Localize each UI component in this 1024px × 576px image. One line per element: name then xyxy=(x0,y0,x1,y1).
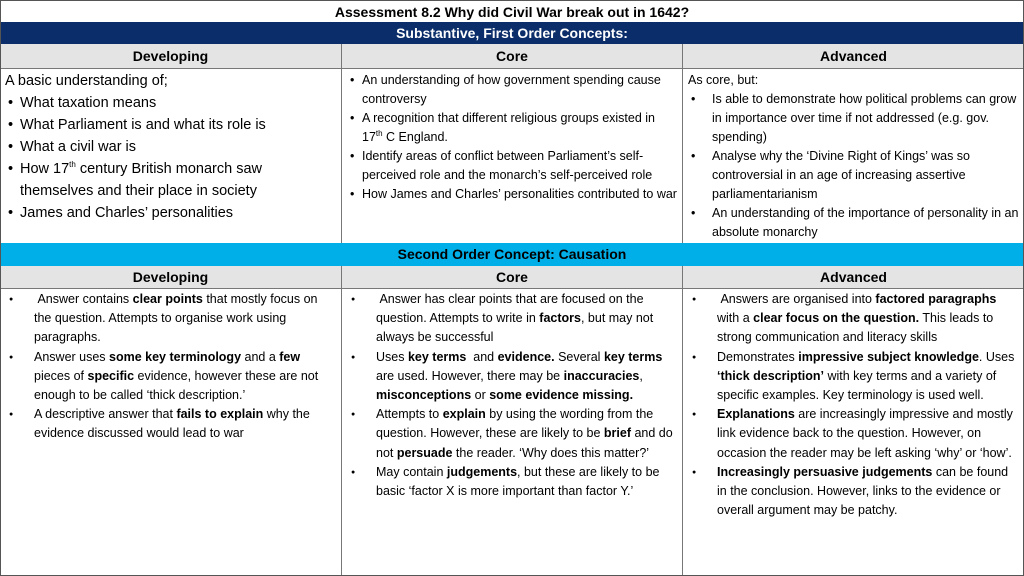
list-item: ● Explanations are increasingly impressive and mostly link evidence back to the question. However, on occasion the reader may be left asking ‘why’ or ‘how’. xyxy=(688,405,1020,463)
list-item: ● Answer uses some key terminology and a few pieces of specific evidence, however these are not enough to be called ‘thick description.’ xyxy=(5,348,337,406)
advanced-list xyxy=(688,90,1020,242)
list-item: • What Parliament is and what its role is xyxy=(5,114,337,136)
section2-developing-cell xyxy=(0,289,342,576)
section2-banner: Second Order Concept: Causation xyxy=(0,243,1024,266)
list-item: ● Attempts to explain by using the wording from the question. However, these are likely to be brief and do not persuade the reader. ‘Why does this matter?’ xyxy=(347,405,678,463)
section2-header-developing: Developing xyxy=(0,266,342,288)
list-item: ● Answer contains clear points that mostly focus on the question. Attempts to organise work using paragraphs. xyxy=(5,290,337,348)
page-title: Assessment 8.2 Why did Civil War break out in 1642? xyxy=(0,0,1024,22)
list-item: • James and Charles’ personalities xyxy=(5,202,337,224)
list-item: • How 17th century British monarch saw themselves and their place in society xyxy=(5,158,337,202)
section2-header-row xyxy=(0,266,1024,288)
section1-developing-cell xyxy=(0,69,342,243)
section1-header-row xyxy=(0,44,1024,68)
section2-header-advanced: Advanced xyxy=(820,269,887,285)
section2-advanced-cell xyxy=(683,289,1024,576)
list-item: • An understanding of the importance of personality in an absolute monarchy xyxy=(688,204,1020,242)
list-item: • A recognition that different religious groups existed in 17th C England. xyxy=(347,109,678,147)
list-item: • What taxation means xyxy=(5,92,337,114)
section1-body-row xyxy=(0,68,1024,243)
section2-header-core: Core xyxy=(342,266,683,288)
section1-banner: Substantive, First Order Concepts: xyxy=(0,22,1024,44)
developing-criteria-list xyxy=(5,290,337,444)
core-list xyxy=(347,71,678,204)
list-item: • Analyse why the ‘Divine Right of Kings’ was so controversial in an age of increasing assertive parliamentarianism xyxy=(688,147,1020,204)
developing-intro: A basic understanding of; xyxy=(5,73,168,89)
list-item: ● May contain judgements, but these are likely to be basic ‘factor X is more important than factor Y.’ xyxy=(347,463,678,501)
list-item: • How James and Charles’ personalities contributed to war xyxy=(347,185,678,204)
section1-header-advanced: Advanced xyxy=(820,48,887,64)
core-criteria-list xyxy=(347,290,678,501)
list-item: • An understanding of how government spending cause controversy xyxy=(347,71,678,109)
list-item: ● Demonstrates impressive subject knowledge. Uses ‘thick description’ with key terms and a variety of specific examples. Key terminology is used well. xyxy=(688,348,1020,406)
list-item: • Identify areas of conflict between Parliament’s self-perceived role and the monarch’s self-perceived role xyxy=(347,147,678,185)
list-item: • Is able to demonstrate how political problems can grow in importance over time if not addressed (e.g. gov. spending) xyxy=(688,90,1020,147)
section1-core-cell xyxy=(342,69,683,243)
list-item: ● Answers are organised into factored paragraphs with a clear focus on the question. This leads to strong communication and literacy skills xyxy=(688,290,1020,348)
list-item: ● A descriptive answer that fails to explain why the evidence discussed would lead to war xyxy=(5,405,337,443)
advanced-criteria-list xyxy=(688,290,1020,520)
list-item: ● Answer has clear points that are focused on the question. Attempts to write in factors, but may not always be successful xyxy=(347,290,678,348)
section2-core-cell xyxy=(342,289,683,576)
advanced-intro: As core, but: xyxy=(688,73,759,87)
developing-list xyxy=(5,92,337,224)
section1-advanced-cell xyxy=(683,69,1024,243)
list-item: ● Uses key terms and evidence. Several key terms are used. However, there may be inaccuracies, misconceptions or some evidence missing. xyxy=(347,348,678,406)
list-item: • What a civil war is xyxy=(5,136,337,158)
section2-body-row xyxy=(0,288,1024,576)
list-item: ● Increasingly persuasive judgements can be found in the conclusion. However, links to the evidence or overall argument may be patchy. xyxy=(688,463,1020,521)
section1-header-core: Core xyxy=(342,44,683,68)
section1-header-developing: Developing xyxy=(0,44,342,68)
